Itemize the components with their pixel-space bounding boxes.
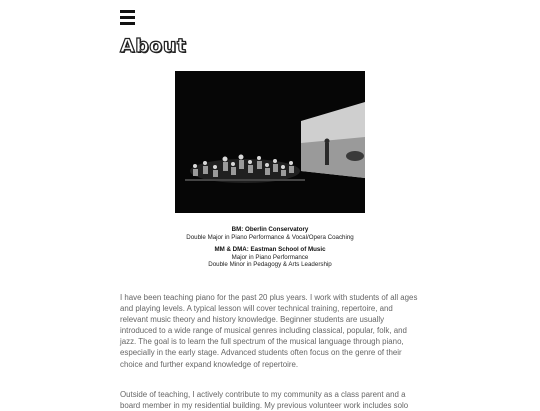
education-item [120, 226, 420, 241]
concert-photo [175, 71, 365, 213]
degree-detail: Double Minor in Pedagogy & Arts Leadership [208, 261, 332, 269]
degree-detail: Major in Piano Performance [231, 253, 309, 261]
degree-detail: Double Major in Piano Performance & Vocal/Opera Coaching [186, 233, 354, 241]
degree-title: BM: Oberlin Conservatory [231, 226, 309, 233]
page-title: About [120, 35, 187, 57]
teaching-paragraph: I have been teaching piano for the past 20 plus years. I work with students of all ages and playing levels. A typical lesson will cover technical training, repertoire, and relevant music theory and history knowledge. Beginner students are usually introduced to a wide range of musical genres including classical, popular, folk, and jazz. The goal is to learn the full spectrum of the musical language through piano, especially in the early stage. Advanced students often focus on the genre of their choice and further expand knowledge of repertoire. [120, 293, 418, 369]
education-item [120, 246, 420, 269]
hamburger-menu-icon[interactable] [120, 10, 135, 25]
community-paragraph: Outside of teaching, I actively contribute to my community as a class parent and a board member in my residential building. My previous volunteer work includes solo [120, 390, 409, 411]
education-credentials [120, 226, 420, 274]
degree-title: MM & DMA: Eastman School of Music [214, 246, 326, 254]
